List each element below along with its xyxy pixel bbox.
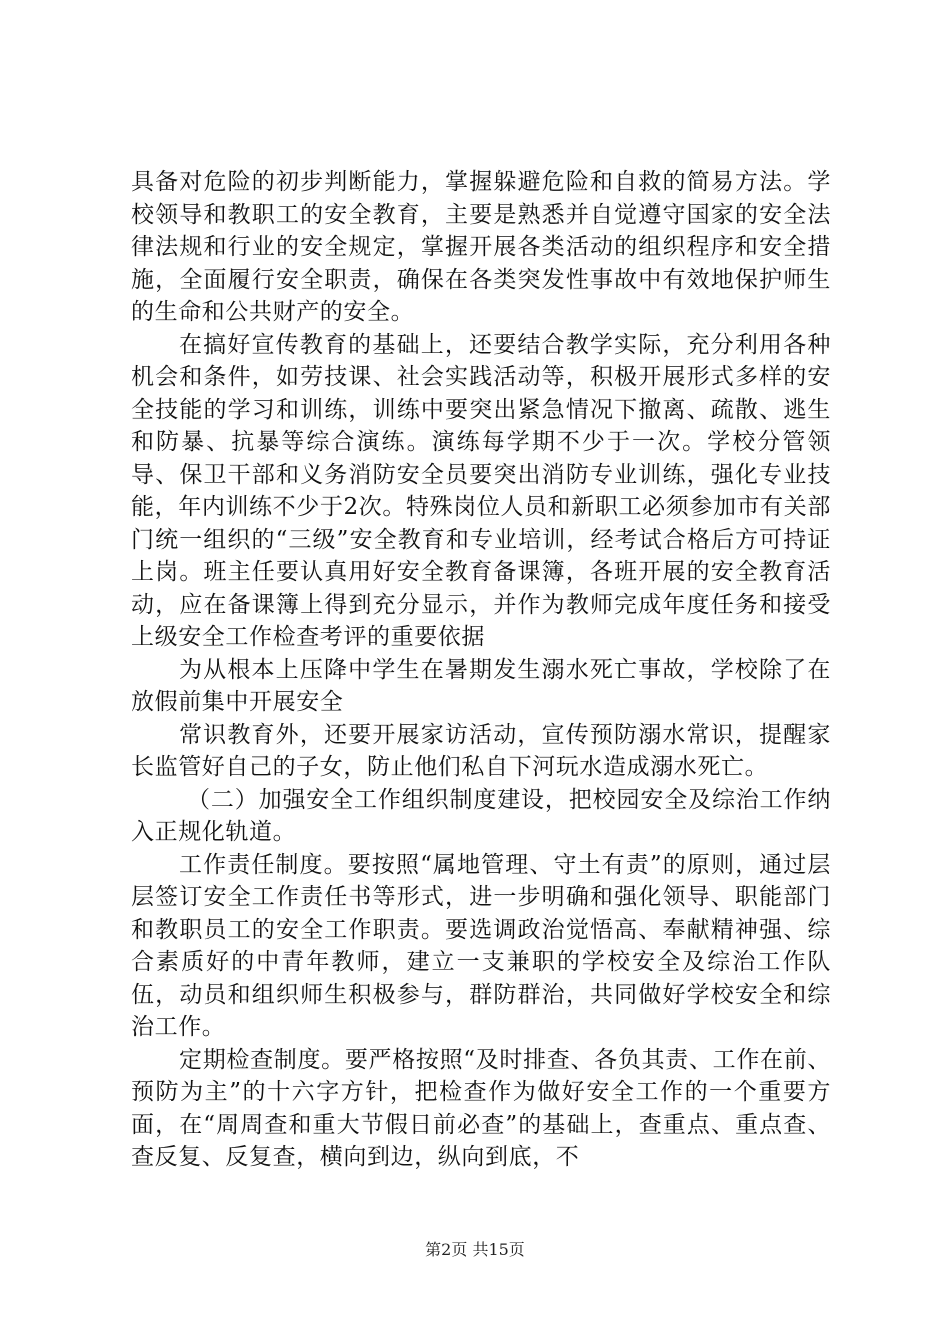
section-heading-organization: （二）加强安全工作组织制度建设，把校园安全及综治工作纳入正规化轨道。 [131, 786, 831, 845]
paragraph-inspection-system: 定期检查制度。要严格按照“及时排查、各负其责、工作在前、预防为主”的十六字方针，把检查作为做好安全工作的一个重要方面，在“周周查和重大节假日前必查”的基础上，查重点、重点查、查反复、反复查，横向到边，纵向到底，不 [131, 1046, 831, 1170]
paragraph-skills-training: 在搞好宣传教育的基础上，还要结合教学实际，充分利用各种机会和条件，如劳技课、社会实践活动等，积极开展形式多样的安全技能的学习和训练，训练中要突出紧急情况下撤离、疏散、逃生和防暴、抗暴等综合演练。演练每学期不少于一次。学校分管领导、保卫干部和义务消防安全员要突出消防专业训练，强化专业技能，年内训练不少于2次。特殊岗位人员和新职工必须参加市有关部门统一组织的“三级”安全教育和专业培训，经考试合格后方可持证上岗。班主任要认真用好安全教育备课簿，各班开展的安全教育活动，应在备课簿上得到充分显示，并作为教师完成年度任务和接受上级安全工作检查考评的重要依据 [131, 331, 831, 650]
document-body [131, 166, 831, 1174]
paragraph-responsibility-system: 工作责任制度。要按照“属地管理、守土有责”的原则，通过层层签订安全工作责任书等形式，进一步明确和强化领导、职能部门和教职员工的安全工作职责。要选调政治觉悟高、奉献精神强、综合素质好的中青年教师，建立一支兼职的学校安全及综治工作队伍，动员和组织师生积极参与，群防群治，共同做好学校安全和综治工作。 [131, 851, 831, 1040]
page-number-footer: 第2页 共15页 [425, 1240, 525, 1259]
paragraph-drowning-prevention: 为从根本上压降中学生在暑期发生溺水死亡事故，学校除了在放假前集中开展安全 [131, 656, 831, 715]
paragraph-home-visits: 常识教育外，还要开展家访活动，宣传预防溺水常识，提醒家长监管好自己的子女，防止他们私自下河玩水造成溺水死亡。 [131, 721, 831, 780]
paragraph-safety-education-continued: 具备对危险的初步判断能力，掌握躲避危险和自救的简易方法。学校领导和教职工的安全教育，主要是熟悉并自觉遵守国家的安全法律法规和行业的安全规定，掌握开展各类活动的组织程序和安全措施，全面履行安全职责，确保在各类突发性事故中有效地保护师生的生命和公共财产的安全。 [131, 169, 831, 325]
